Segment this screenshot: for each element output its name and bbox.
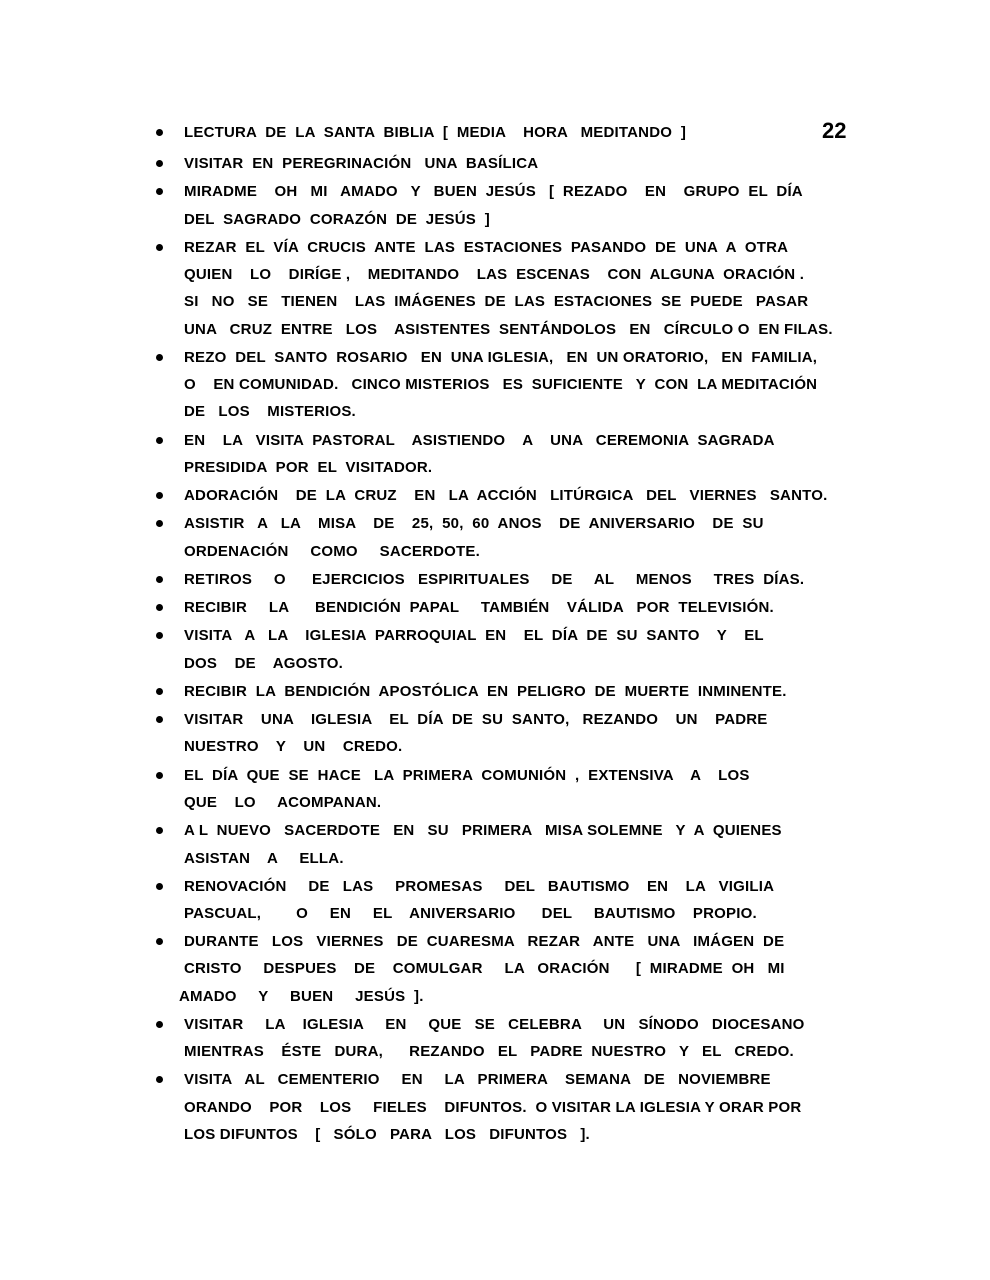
list-item-text: ORANDO POR LOS FIELES DIFUNTOS. O VISITAR LA IGLESIA Y ORAR POR — [184, 1099, 802, 1116]
list-item-text: RENOVACIÓN DE LAS PROMESAS DEL BAUTISMO EN LA VIGILIA — [184, 878, 775, 895]
bullet-icon — [156, 604, 163, 611]
bullet-icon — [156, 1076, 163, 1083]
list-item-text: VISITAR LA IGLESIA EN QUE SE CELEBRA UN SÍNODO DIOCESANO — [184, 1016, 805, 1033]
bullet-icon — [156, 938, 163, 945]
bullet-icon — [156, 632, 163, 639]
list-item-text: A L NUEVO SACERDOTE EN SU PRIMERA MISA SOLEMNE Y A QUIENES — [184, 822, 782, 839]
list-item-text: LECTURA DE LA SANTA BIBLIA [ MEDIA HORA MEDITANDO ] — [184, 124, 687, 141]
bullet-icon — [156, 688, 163, 695]
list-item-text: ASISTIR A LA MISA DE 25, 50, 60 ANOS DE ANIVERSARIO DE SU — [184, 515, 764, 532]
bullet-icon — [156, 576, 163, 583]
list-item-text: DURANTE LOS VIERNES DE CUARESMA REZAR ANTE UNA IMÁGEN DE — [184, 933, 785, 950]
list-item-text: VISITAR EN PEREGRINACIÓN UNA BASÍLICA — [184, 155, 539, 172]
bullet-icon — [156, 129, 163, 136]
page-number: 22 — [822, 118, 847, 143]
list-item-text: QUIEN LO DIRÍGE , MEDITANDO LAS ESCENAS CON ALGUNA ORACIÓN . — [184, 266, 805, 283]
list-item-text: EL DÍA QUE SE HACE LA PRIMERA COMUNIÓN , EXTENSIVA A LOS — [184, 767, 750, 784]
list-item-text: AMADO Y BUEN JESÚS ]. — [179, 988, 424, 1005]
list-item-text: QUE LO ACOMPANAN. — [184, 794, 382, 811]
list-item-text: RECIBIR LA BENDICIÓN APOSTÓLICA EN PELIGRO DE MUERTE INMINENTE. — [184, 683, 787, 700]
list-item-text: RECIBIR LA BENDICIÓN PAPAL TAMBIÉN VÁLIDA POR TELEVISIÓN. — [184, 599, 774, 616]
list-item-text: MIENTRAS ÉSTE DURA, REZANDO EL PADRE NUESTRO Y EL CREDO. — [184, 1043, 794, 1060]
bullet-icon — [156, 160, 163, 167]
list-item-text: DE LOS MISTERIOS. — [184, 403, 356, 420]
list-item-text: VISITA AL CEMENTERIO EN LA PRIMERA SEMANA DE NOVIEMBRE — [184, 1071, 771, 1088]
bullet-icon — [156, 437, 163, 444]
list-item-text: NUESTRO Y UN CREDO. — [184, 738, 403, 755]
list-item-text: UNA CRUZ ENTRE LOS ASISTENTES SENTÁNDOLOS EN CÍRCULO O EN FILAS. — [184, 321, 833, 338]
bullet-icon — [156, 244, 163, 251]
bullet-icon — [156, 492, 163, 499]
bullet-icon — [156, 827, 163, 834]
list-item-text: CRISTO DESPUES DE COMULGAR LA ORACIÓN [ MIRADME OH MI — [184, 960, 785, 977]
list-item-text: VISITA A LA IGLESIA PARROQUIAL EN EL DÍA DE SU SANTO Y EL — [184, 627, 764, 644]
bullet-icon — [156, 1021, 163, 1028]
list-item-text: ADORACIÓN DE LA CRUZ EN LA ACCIÓN LITÚRGICA DEL VIERNES SANTO. — [184, 487, 828, 504]
list-item-text: PRESIDIDA POR EL VISITADOR. — [184, 459, 433, 476]
list-item-text: O EN COMUNIDAD. CINCO MISTERIOS ES SUFICIENTE Y CON LA MEDITACIÓN — [184, 376, 818, 393]
bullet-icon — [156, 772, 163, 779]
list-item-text: ASISTAN A ELLA. — [184, 850, 344, 867]
list-item-text: DOS DE AGOSTO. — [184, 655, 344, 672]
list-item-text: RETIROS O EJERCICIOS ESPIRITUALES DE AL MENOS TRES DÍAS. — [184, 571, 805, 588]
bullet-icon — [156, 520, 163, 527]
bullet-icon — [156, 188, 163, 195]
list-item-text: VISITAR UNA IGLESIA EL DÍA DE SU SANTO, REZANDO UN PADRE — [184, 711, 768, 728]
list-item-text: MIRADME OH MI AMADO Y BUEN JESÚS [ REZADO EN GRUPO EL DÍA — [184, 183, 803, 200]
bullet-icon — [156, 883, 163, 890]
bullet-icon — [156, 354, 163, 361]
bullet-icon — [156, 716, 163, 723]
list-item-text: DEL SAGRADO CORAZÓN DE JESÚS ] — [184, 211, 490, 228]
list-item-text: REZAR EL VÍA CRUCIS ANTE LAS ESTACIONES PASANDO DE UNA A OTRA — [184, 239, 789, 256]
list-item-text: LOS DIFUNTOS [ SÓLO PARA LOS DIFUNTOS ]. — [184, 1126, 590, 1143]
list-item-text: ORDENACIÓN COMO SACERDOTE. — [184, 543, 480, 560]
list-item-text: PASCUAL, O EN EL ANIVERSARIO DEL BAUTISMO PROPIO. — [184, 905, 757, 922]
list-item-text: SI NO SE TIENEN LAS IMÁGENES DE LAS ESTACIONES SE PUEDE PASAR — [184, 293, 809, 310]
list-item-text: EN LA VISITA PASTORAL ASISTIENDO A UNA CEREMONIA SAGRADA — [184, 432, 775, 449]
list-item-text: REZO DEL SANTO ROSARIO EN UNA IGLESIA, EN UN ORATORIO, EN FAMILIA, — [184, 349, 818, 366]
